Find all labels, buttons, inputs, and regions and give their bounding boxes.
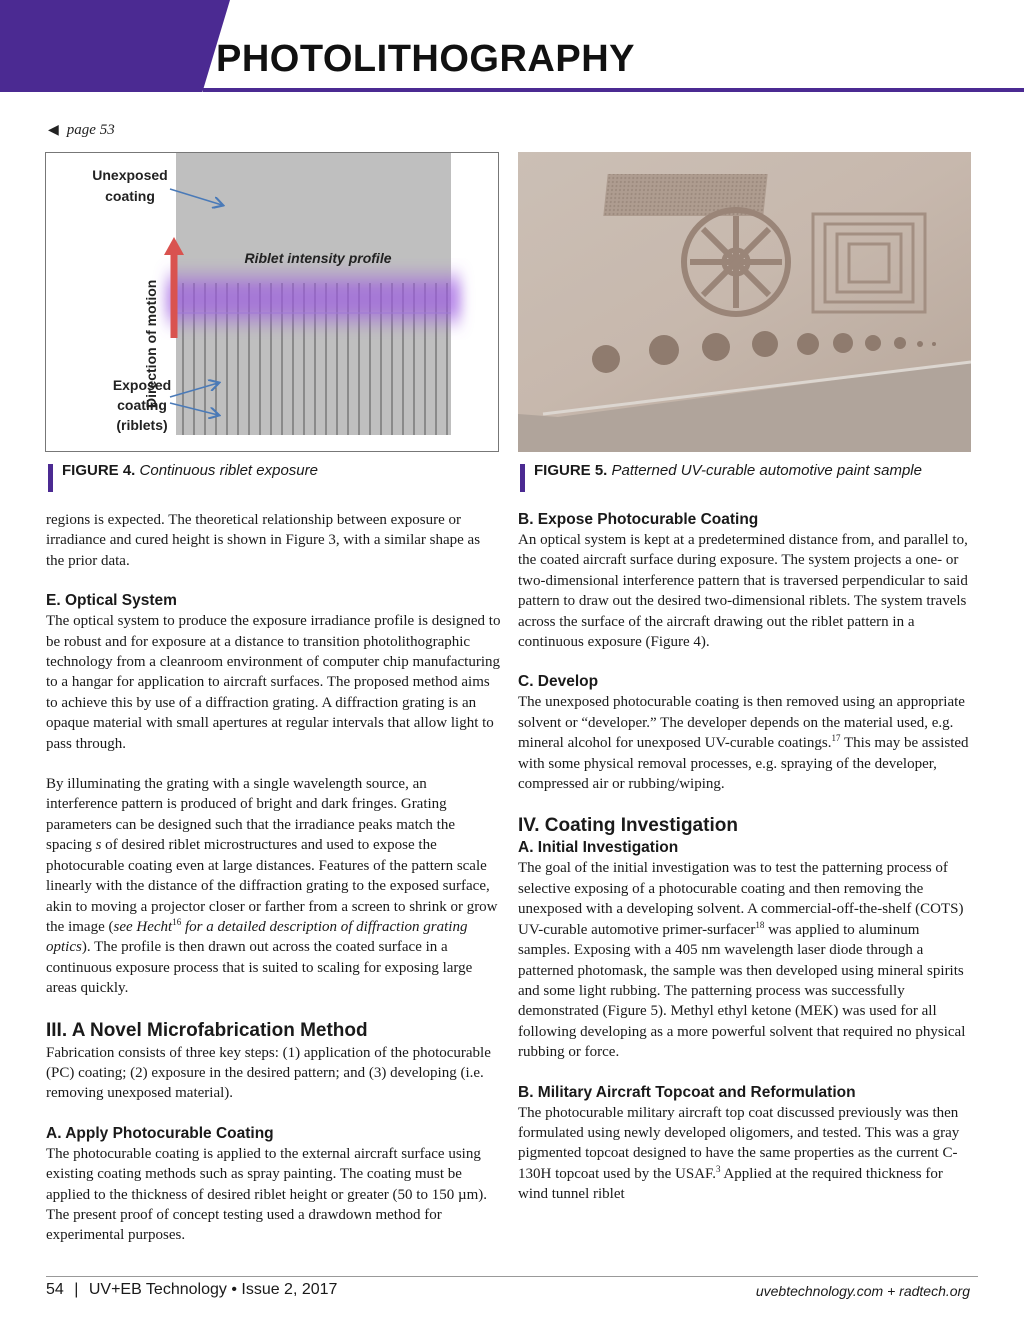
exposed-label-3: (riblets) — [116, 417, 168, 433]
paragraph: The optical system to produce the exposure irradiance profile is designed to be robust and for exposure at a distance to transition photolithographic technology from a cleanroom environment of computer chip manufacturing to a hangar for application to aircraft surfaces. The proposed method aims to achieve this by use of a diffraction grating. A diffraction grating is an opaque material with small apertures at regular intervals that allow light to pass through. — [46, 613, 501, 752]
figure-4-diagram — [45, 152, 499, 452]
unexposed-label-2: coating — [105, 188, 155, 204]
paragraph-initial: The goal of the initial investigation was to test the patterning process of selective exposing of a photocurable coating and then removing the unexposed with a developing solvent. A commercial-off-the-shelf (COTS) UV-curable automotive primer-surfacer$^{18}$ was applied to aluminum samples. Exposing with a 405 nm wavelength laser diode through a patterned photomask, the sample was then developed using mineral spirits and some light rubbing. The patterning process was successfully demonstrated (Figure 5). Methyl ethyl ketone (MEK) was used for all following developing as a more powerful solvent that required no physical rubbing or force. — [518, 860, 966, 1061]
publication-name: UV+EB Technology • Issue 2, 2017 — [88, 1281, 338, 1298]
heading-expose-coating: B. Expose Photocurable Coating — [518, 511, 759, 528]
left-column — [46, 510, 502, 1266]
intensity-profile-glow — [166, 265, 461, 333]
header-accent-tab — [0, 0, 230, 92]
right-column — [518, 510, 970, 1225]
figure-4-label: FIGURE 4. — [62, 462, 136, 479]
header-rule — [203, 88, 1024, 92]
paragraph-grating: By illuminating the grating with a single wavelength source, an interference pattern is produced of bright and dark fringes. Grating parameters can be designed such that the irradiance peaks match the spacing s of desired riblet microstructures and used to expose the photocurable coating even at large distances. Features of the pattern scale linearly with the distance of the diffraction grating to the exposed surface, akin to moving a projector closer or farther from a screen to shrink or grow the image (see Hecht$^{16}$ for a detailed description of diffraction grating optics). The profile is then drawn out across the coated surface in a continuous exposure process that is suited to scaling for exposing large areas quickly. — [46, 776, 498, 997]
footer-publication — [46, 1281, 337, 1299]
direction-label: Direction of motion — [143, 279, 159, 408]
heading-apply-coating: A. Apply Photocurable Coating — [46, 1124, 274, 1142]
exposed-label-2: coating — [117, 397, 167, 413]
heading-develop: C. Develop — [518, 673, 599, 691]
previous-page-label: page 53 — [66, 122, 115, 138]
paragraph: regions is expected. The theoretical relationship between exposure or irradiance and cured height is shown in Figure 3, with a similar shape as the prior data. — [46, 512, 481, 569]
paragraph: The photocurable coating is applied to the external aircraft surface using existing coating methods such as spray painting. The coating must be applied to the thickness of desired riblet height or greater (50 to 150 µm). The present proof of concept testing used a drawdown method for experimental purposes. — [46, 1145, 488, 1244]
heading-initial-investigation: A. Initial Investigation — [518, 839, 679, 857]
paragraph-develop: The unexposed photocurable coating is then removed using an appropriate solvent or “developer.” The developer depends on the material used, e.g. mineral alcohol for unexposed UV-curable coatings.$^{17}$ This may be assisted with some physical removal processes, e.g. spraying of the developer, compressed air or rubbing/wiping. — [518, 694, 969, 793]
heading-military-topcoat: B. Military Aircraft Topcoat and Reformulation — [518, 1083, 856, 1101]
paragraph: An optical system is kept at a predetermined distance from, and parallel to, the coated aircraft surface during exposure. The system projects a one- or two-dimensional interference pattern that is traversed perpendicular to said pattern to draw out the desired two-dimensional riblets. The system travels across the surface of the aircraft drawing out the riblet pattern in a continuous exposure (Figure 4). — [518, 532, 968, 651]
footer-rule — [46, 1276, 978, 1277]
heading-coating-investigation: IV. Coating Investigation — [518, 815, 738, 837]
section-title: PHOTOLITHOGRAPHY — [216, 38, 635, 80]
figure-5-photo — [518, 152, 971, 452]
back-arrow-icon: ◀ — [48, 123, 59, 138]
heading-microfabrication: III. A Novel Microfabrication Method — [46, 1019, 368, 1041]
heading-optical-system: E. Optical System — [46, 592, 177, 610]
wheel-pattern — [684, 210, 788, 314]
paragraph-topcoat: The photocurable military aircraft top coat discussed previously was then formulated using newly developed oligomers, and tested. This was a gray pigmented topcoat designed to have the same properties as the current C-130H topcoat used by the USAF.$^3$ Applied at the required thickness for wind tunnel riblet — [518, 1104, 960, 1203]
figure-5-label: FIGURE 5. — [534, 462, 608, 479]
page-number: 54 — [46, 1281, 64, 1298]
profile-label: Riblet intensity profile — [244, 250, 392, 266]
figure-5-text: Patterned UV-curable automotive paint sample — [611, 462, 922, 479]
footer-websites[interactable]: uvebtechnology.com + radtech.org — [755, 1283, 970, 1299]
paragraph: Fabrication consists of three key steps: (1) application of the photocurable (PC) coating; (2) exposure in the desired pattern; and (3) developing (i.e. removing unexposed material). — [46, 1044, 491, 1102]
exposed-label-1: Exposed — [112, 377, 172, 393]
previous-page-link[interactable] — [48, 122, 115, 139]
figure-4-text: Continuous riblet exposure — [139, 462, 318, 479]
unexposed-label-1: Unexposed — [92, 167, 168, 183]
footer-separator: | — [74, 1281, 79, 1298]
